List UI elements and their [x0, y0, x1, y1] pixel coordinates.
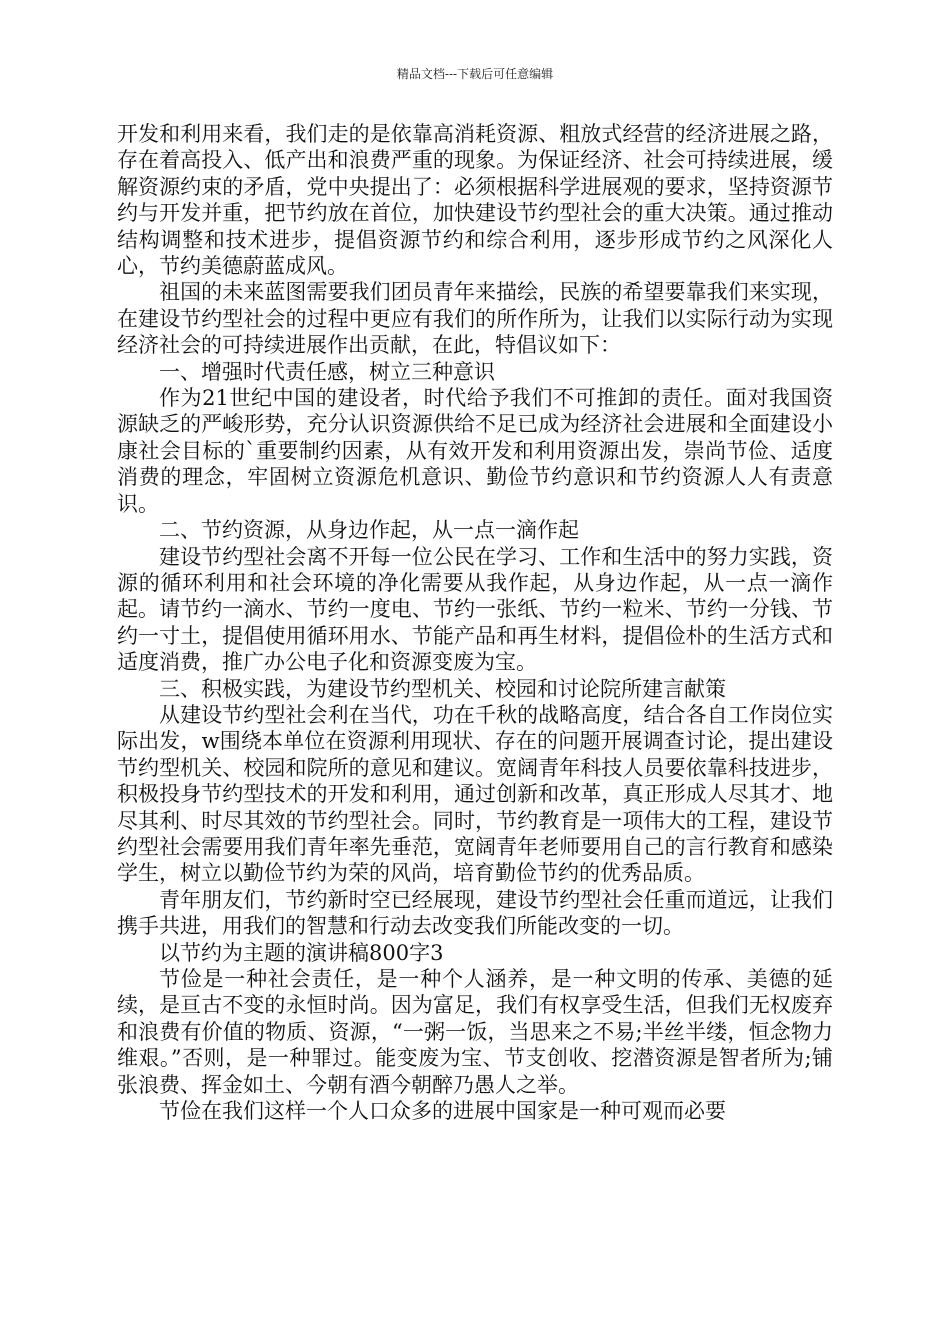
paragraph: 作为21世纪中国的建设者，时代给予我们不可推卸的责任。面对我国资源缺乏的严峻形势，充分认识资源供给不足已成为经济社会进展和全面建设小康社会目标的`重要制约因素，从有效开发和利用资源出发，崇尚节俭、适度消费的理念，牢固树立资源危机意识、勤俭节约意识和节约资源人人有责意识。	[117, 386, 833, 516]
page-header: 精品文档---下载后可任意编辑	[396, 67, 554, 81]
paragraph: 开发和利用来看，我们走的是依靠高消耗资源、粗放式经营的经济进展之路，存在着高投入、低产出和浪费严重的现象。为保证经济、社会可持续进展，缓解资源约束的矛盾，党中央提出了：必须根据科学进展观的要求，坚持资源节约与开发并重，把节约放在首位，加快建设节约型社会的重大决策。通过推动结构调整和技术进步，提倡资源节约和综合利用，逐步形成节约之风深化人心，节约美德蔚蓝成风。	[117, 122, 833, 279]
paragraph: 祖国的未来蓝图需要我们团员青年来描绘，民族的希望要靠我们来实现，在建设节约型社会的过程中更应有我们的所作所为，让我们以实际行动为实现经济社会的可持续进展作出贡献，在此，特倡议如下：	[117, 280, 833, 358]
document-body	[117, 121, 833, 1124]
paragraph: 节俭是一种社会责任，是一种个人涵养，是一种文明的传承、美德的延续，是亘古不变的永恒时尚。因为富足，我们有权享受生活，但我们无权废弃和浪费有价值的物质、资源，“一粥一饭，当思来之不易;半丝半缕，恒念物力维艰。”否则，是一种罪过。能变废为宝、节支创收、挖潜资源是智者所为;铺张浪费、挥金如土、今朝有酒今朝醉乃愚人之举。	[117, 967, 833, 1097]
section-heading: 三、积极实践，为建设节约型机关、校园和讨论院所建言献策	[159, 676, 726, 701]
paragraph: 青年朋友们，节约新时空已经展现，建设节约型社会任重而道远，让我们携手共进，用我们的智慧和行动去改变我们所能改变的一切。	[117, 887, 833, 939]
article-title: 以节约为主题的演讲稿800字3	[159, 940, 444, 965]
paragraph: 节俭在我们这样一个人口众多的进展中国家是一种可观而必要	[159, 1099, 726, 1124]
paragraph: 从建设节约型社会利在当代，功在千秋的战略高度，结合各自工作岗位实际出发，w围绕本单位在资源利用现状、存在的问题开展调查讨论，提出建设节约型机关、校园和院所的意见和建议。宽阔青年科技人员要依靠科技进步，积极投身节约型技术的开发和利用，通过创新和改革，真正形成人尽其才、地尽其利、时尽其效的节约型社会。同时，节约教育是一项伟大的工程，建设节约型社会需要用我们青年率先垂范，宽阔青年老师要用自己的言行教育和感染学生，树立以勤俭节约为荣的风尚，培育勤俭节约的优秀品质。	[117, 702, 833, 886]
paragraph: 建设节约型社会离不开每一位公民在学习、工作和生活中的努力实践，资源的循环利用和社会环境的净化需要从我作起，从身边作起，从一点一滴作起。请节约一滴水、节约一度电、节约一张纸、节约一粒米、节约一分钱、节约一寸土，提倡使用循环用水、节能产品和再生材料，提倡俭朴的生活方式和适度消费，推广办公电子化和资源变废为宝。	[117, 544, 833, 675]
section-heading: 一、增强时代责任感，树立三种意识	[159, 359, 495, 384]
section-heading: 二、节约资源，从身边作起，从一点一滴作起	[159, 518, 579, 543]
